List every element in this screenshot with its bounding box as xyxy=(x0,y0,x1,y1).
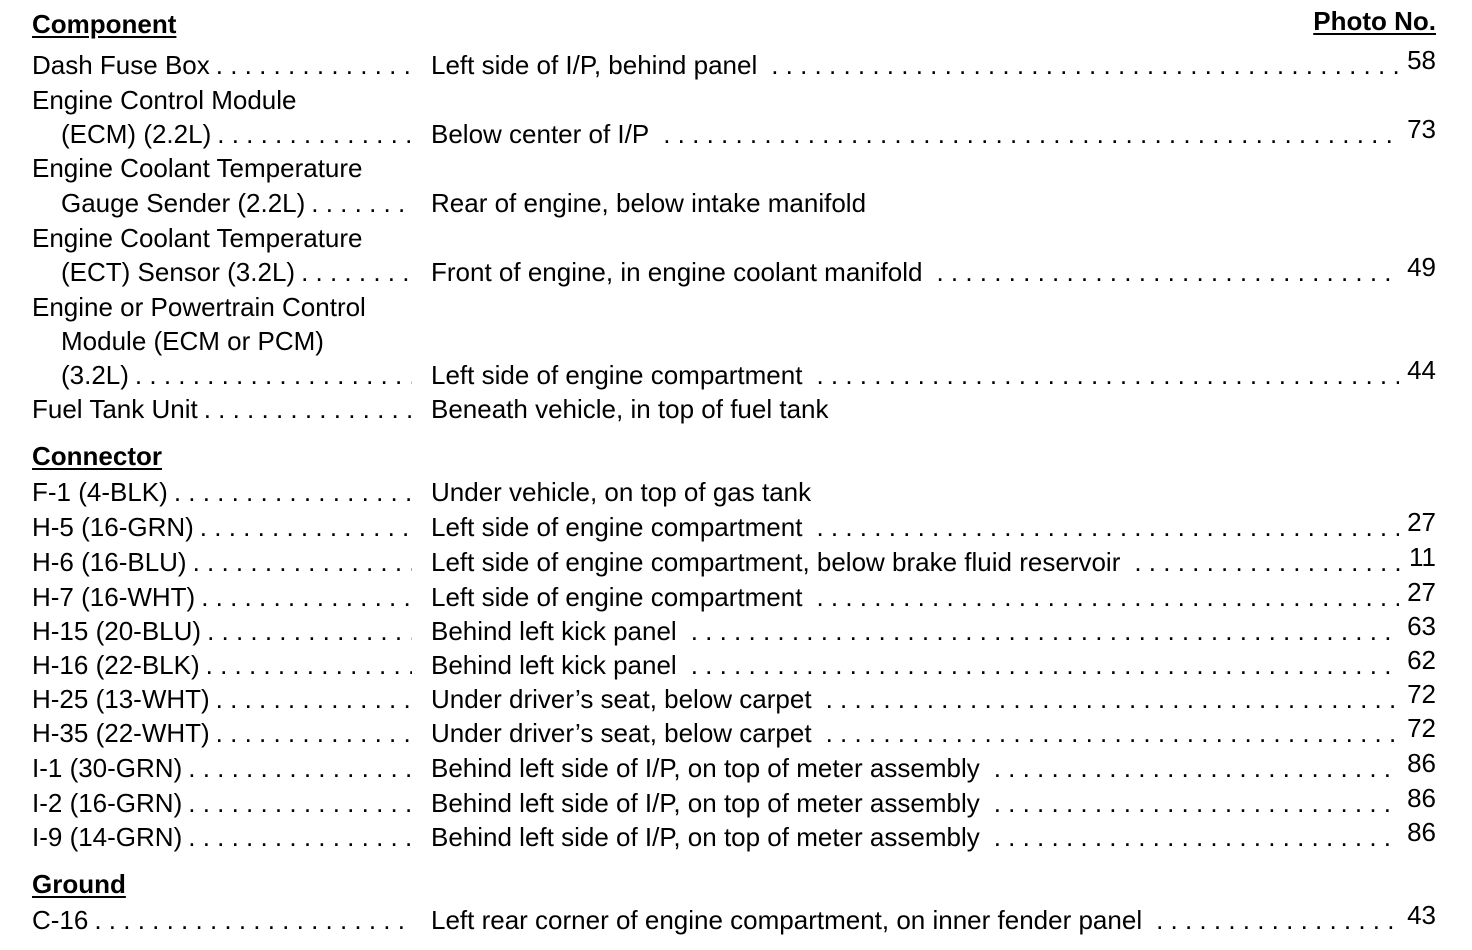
component-name: Engine Coolant Temperature xyxy=(32,153,363,183)
table-row xyxy=(32,186,1436,220)
table-row xyxy=(32,783,1436,820)
photo-number: 86 xyxy=(1407,817,1436,847)
component-location: Left side of engine compartment xyxy=(431,360,803,390)
table-row xyxy=(32,392,1436,426)
connector-name: F-1 (4-BLK) xyxy=(32,477,168,507)
photo-number: 86 xyxy=(1407,783,1436,813)
connector-name: H-7 (16-WHT) xyxy=(32,582,196,612)
component-name: Engine Coolant Temperature xyxy=(32,223,363,253)
component-name-continued: (ECT) Sensor (3.2L) xyxy=(61,257,296,287)
table-row xyxy=(32,151,1436,185)
connector-name: I-1 (30-GRN) xyxy=(32,753,183,783)
photo-number: 62 xyxy=(1407,645,1436,675)
table-row xyxy=(32,355,1436,392)
table-row xyxy=(32,645,1436,682)
component-name: Engine Control Module xyxy=(32,85,297,115)
photo-number: 63 xyxy=(1407,611,1436,641)
component-name-continued: (3.2L) xyxy=(61,360,129,390)
connector-location: Left side of engine compartment xyxy=(431,512,803,542)
table-row xyxy=(32,221,1436,255)
table-row xyxy=(32,817,1436,854)
photo-number: 27 xyxy=(1407,577,1436,607)
table-row xyxy=(32,542,1436,579)
connector-name: H-35 (22-WHT) xyxy=(32,718,210,748)
table-row xyxy=(32,114,1436,151)
photo-number: 58 xyxy=(1407,45,1436,75)
connector-location: Left side of engine compartment xyxy=(431,582,803,612)
connector-location: Behind left side of I/P, on top of meter assembly xyxy=(431,753,980,783)
table-row xyxy=(32,83,1436,117)
connector-name: I-9 (14-GRN) xyxy=(32,822,183,852)
component-location: Front of engine, in engine coolant manifold xyxy=(431,257,923,287)
table-row xyxy=(32,713,1436,750)
ground-name: C-16 xyxy=(32,905,89,935)
table-row xyxy=(32,45,1436,82)
photo-number-heading: Photo No. xyxy=(1313,6,1436,36)
table-row xyxy=(32,324,1436,358)
component-location: Rear of engine, below intake manifold xyxy=(431,188,867,218)
component-locator-page xyxy=(32,0,1436,950)
table-row xyxy=(32,290,1436,324)
photo-number: 11 xyxy=(1409,542,1436,572)
connector-location: Behind left kick panel xyxy=(431,616,677,646)
ground-heading: Ground xyxy=(32,869,126,899)
component-name-continued: (ECM) (2.2L) xyxy=(61,119,212,149)
table-row xyxy=(32,611,1436,648)
connector-name: H-16 (22-BLK) xyxy=(32,650,200,680)
table-row xyxy=(32,748,1436,785)
photo-number: 49 xyxy=(1407,252,1436,282)
component-name: Dash Fuse Box xyxy=(32,50,210,80)
component-location: Beneath vehicle, in top of fuel tank xyxy=(431,394,829,424)
connector-name: H-6 (16-BLU) xyxy=(32,547,187,577)
photo-number: 72 xyxy=(1407,679,1436,709)
ground-location: Left rear corner of engine compartment, on inner fender panel xyxy=(431,905,1143,935)
photo-number: 43 xyxy=(1407,900,1436,930)
component-location: Left side of I/P, behind panel xyxy=(431,50,758,80)
connector-name: H-15 (20-BLU) xyxy=(32,616,202,646)
table-row xyxy=(32,475,1436,509)
component-name: Fuel Tank Unit xyxy=(32,394,198,424)
connector-location: Behind left kick panel xyxy=(431,650,677,680)
connector-location: Left side of engine compartment, below brake fluid reservoir xyxy=(431,547,1121,577)
table-row xyxy=(32,252,1436,289)
connector-heading: Connector xyxy=(32,441,162,471)
table-row xyxy=(32,900,1436,937)
connector-location: Under driver’s seat, below carpet xyxy=(431,684,812,714)
photo-number: 44 xyxy=(1407,355,1436,385)
component-name-continued: Gauge Sender (2.2L) xyxy=(61,188,306,218)
photo-number: 86 xyxy=(1407,748,1436,778)
component-name: Engine or Powertrain Control xyxy=(32,292,366,322)
connector-name: I-2 (16-GRN) xyxy=(32,788,183,818)
table-row xyxy=(32,507,1436,544)
component-heading: Component xyxy=(32,9,177,39)
table-row xyxy=(32,679,1436,716)
photo-number: 73 xyxy=(1407,114,1436,144)
component-location: Below center of I/P xyxy=(431,119,650,149)
connector-name: H-5 (16-GRN) xyxy=(32,512,194,542)
connector-location: Under driver’s seat, below carpet xyxy=(431,718,812,748)
component-name-continued: Module (ECM or PCM) xyxy=(61,326,324,356)
photo-number: 27 xyxy=(1407,507,1436,537)
connector-name: H-25 (13-WHT) xyxy=(32,684,210,714)
connector-location: Behind left side of I/P, on top of meter assembly xyxy=(431,822,980,852)
connector-location: Under vehicle, on top of gas tank xyxy=(431,477,812,507)
connector-location: Behind left side of I/P, on top of meter assembly xyxy=(431,788,980,818)
photo-number: 72 xyxy=(1407,713,1436,743)
table-row xyxy=(32,577,1436,614)
